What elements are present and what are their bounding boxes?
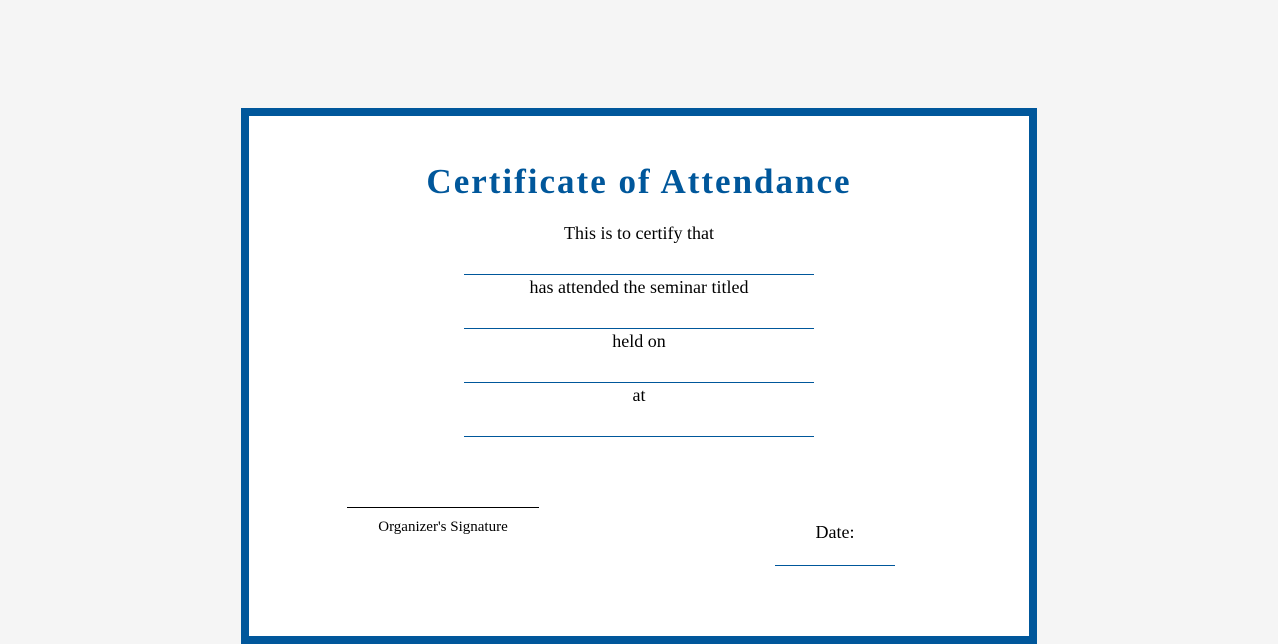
held-on-text: held on (612, 331, 666, 351)
attended-text: has attended the seminar titled (529, 277, 749, 297)
held-on-date-line (464, 382, 814, 383)
date-line (775, 565, 895, 566)
certify-text: This is to certify that (564, 223, 714, 243)
date-label: Date: (815, 522, 855, 542)
seminar-title-line (464, 328, 814, 329)
certificate-title: Certificate of Attendance (426, 162, 852, 201)
attendee-name-line (464, 274, 814, 275)
certificate-card (241, 108, 1037, 644)
location-text: at (632, 385, 646, 405)
signature-label: Organizer's Signature (378, 519, 508, 535)
location-line (464, 436, 814, 437)
signature-line (347, 507, 539, 508)
